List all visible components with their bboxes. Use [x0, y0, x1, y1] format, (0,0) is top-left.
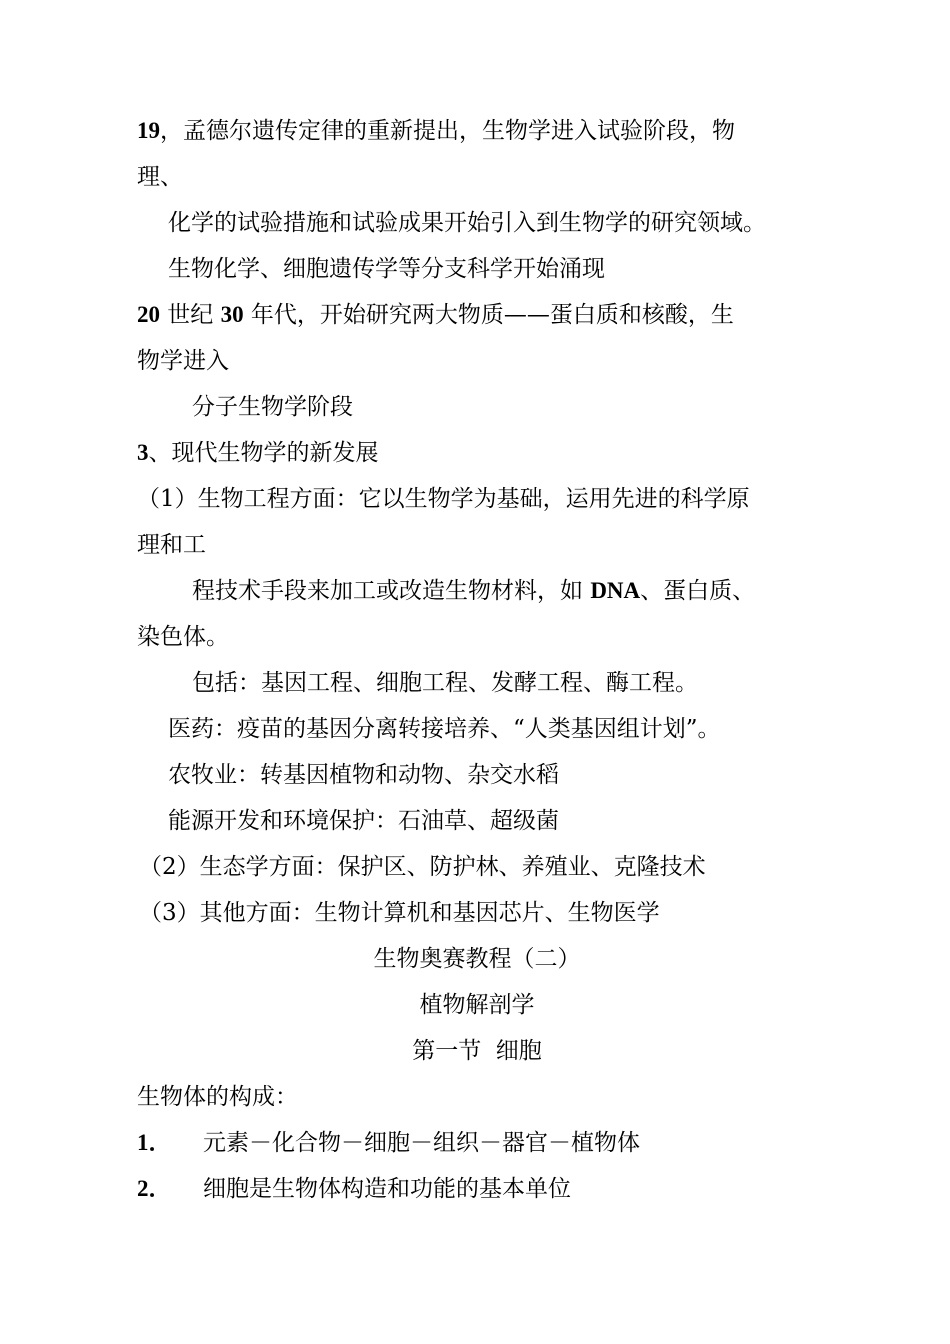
- section-other: [137, 890, 817, 936]
- list-text: 细胞是生物体构造和功能的基本单位: [203, 1176, 571, 1202]
- paragraph-text: 医药：疫苗的基因分离转接培养、“人类基因组计划”。: [168, 716, 721, 742]
- paragraph-medicine: [137, 706, 817, 752]
- paragraph-20th-century: [137, 292, 817, 338]
- paragraph-text: 程技术手段来加工或改造生物材料，如: [192, 578, 591, 604]
- paragraph-wrap: [137, 614, 817, 660]
- paragraph-text: 年代，开始研究两大物质——蛋白质和核酸，生: [243, 302, 734, 328]
- section-ecology: [137, 844, 817, 890]
- paragraph-text: 、蛋白质、: [640, 578, 756, 604]
- paragraph-text: ，孟德尔遗传定律的重新提出，生物学进入试验阶段，物: [160, 118, 735, 144]
- section-bioengineering: [137, 476, 817, 522]
- paragraph-text: 包括：基因工程、细胞工程、发酵工程、酶工程。: [192, 670, 698, 696]
- composition-label: [137, 1074, 817, 1120]
- paragraph-text: 生物化学、细胞遗传学等分支科学开始涌现: [168, 256, 605, 282]
- paragraph-text: 能源开发和环境保护：石油草、超级菌: [168, 808, 559, 834]
- paragraph-branches: [137, 246, 817, 292]
- paragraph-chemistry: [137, 200, 817, 246]
- paragraph-molecular: [137, 384, 817, 430]
- paragraph-wrap: [137, 338, 817, 384]
- course-title: [137, 936, 817, 982]
- year-number: 20: [137, 302, 160, 327]
- section-text: （3）其他方面：生物计算机和基因芯片、生物医学: [139, 900, 660, 926]
- section-title: [137, 1028, 817, 1074]
- year-number: 19: [137, 118, 160, 143]
- paragraph-energy: [137, 798, 817, 844]
- title-text: 植物解剖学: [419, 992, 535, 1018]
- decade-number: 30: [220, 302, 244, 327]
- paragraph-includes: [137, 660, 817, 706]
- title-text: 第一节 细胞: [412, 1038, 542, 1064]
- paragraph-text: 生物体的构成：: [137, 1084, 298, 1110]
- paragraph-bio-materials: [137, 568, 817, 614]
- paragraph-text: 理、: [137, 164, 183, 190]
- paragraph-text: 农牧业：转基因植物和动物、杂交水稻: [168, 762, 559, 788]
- paragraph-text: 物学进入: [137, 348, 229, 374]
- paragraph-text: 染色体。: [137, 624, 229, 650]
- heading-modern-biology: [137, 430, 817, 476]
- title-text: 生物奥赛教程（二）: [373, 946, 581, 972]
- paragraph-text: 理和工: [137, 532, 206, 558]
- section-text: （2）生态学方面：保护区、防护林、养殖业、克隆技术: [139, 854, 706, 880]
- paragraph-19th-century: [137, 108, 817, 154]
- paragraph-text: 分子生物学阶段: [192, 394, 353, 420]
- paragraph-agriculture: [137, 752, 817, 798]
- heading-number: 3: [137, 440, 149, 465]
- document-body: [137, 108, 817, 1212]
- list-number: 2．: [137, 1176, 172, 1201]
- section-text: （1）生物工程方面：它以生物学为基础，运用先进的科学原: [137, 486, 750, 512]
- heading-text: 、现代生物学的新发展: [148, 440, 379, 466]
- list-number: 1．: [137, 1130, 172, 1155]
- list-text: 元素－化合物－细胞－组织－器官－植物体: [203, 1130, 640, 1156]
- paragraph-wrap: [137, 154, 817, 200]
- paragraph-wrap: [137, 522, 817, 568]
- dna-term: DNA: [590, 578, 641, 603]
- list-item: [137, 1166, 817, 1212]
- list-item: [137, 1120, 817, 1166]
- paragraph-text: 化学的试验措施和试验成果开始引入到生物学的研究领域。: [168, 210, 766, 236]
- paragraph-text: 世纪: [160, 302, 221, 328]
- subject-title: [137, 982, 817, 1028]
